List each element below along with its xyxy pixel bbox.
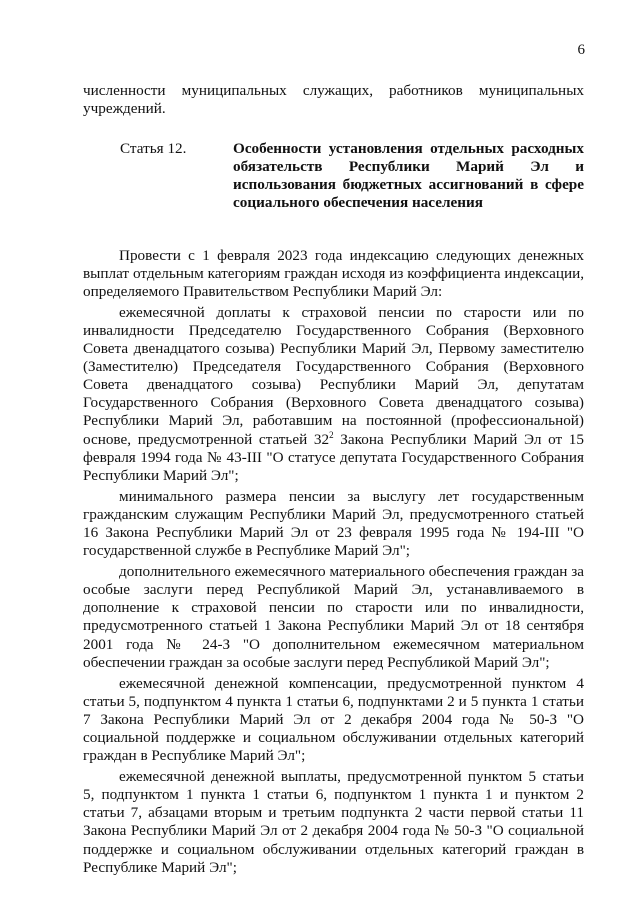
- paragraph-4: ежемесячной денежной компенсации, предусмотренной пунктом 4 статьи 5, подпунктом 4 пункта 1 статьи 6, подпунктами 2 и 5 пункта 1 статьи 7 Закона Республики Марий Эл от 2 декабря 2004 года № 50-З "О социальной поддержке и социальном обслуживании отдельных категорий граждан в Республике Марий Эл";: [83, 674, 584, 765]
- paragraph-1-text-end: Закона Республики Марий Эл от 15 февраля 1994 года № 43-III "О статусе депутата Государственного Собрания Республики Марий Эл";: [83, 430, 584, 484]
- paragraph-2: минимального размера пенсии за выслугу лет государственным гражданским служащим Республики Марий Эл, предусмотренного статьей 16 Закона Республики Марий Эл от 23 февраля 1995 года № 194-III "О государственной службе в Республике Марий Эл";: [83, 487, 584, 560]
- document-body: [83, 82, 584, 877]
- paragraph-3: дополнительного ежемесячного материального обеспечения граждан за особые заслуги перед Республикой Марий Эл, устанавливаемого в дополнение к страховой пенсии по старости или по инвалидности, предусмотренного статьей 1 Закона Республики Марий Эл от 18 сентября 2001 года № 24-З "О дополнительном ежемесячном материальном обеспечении граждан за особые заслуги перед Республикой Марий Эл";: [83, 563, 584, 671]
- article-heading: [83, 140, 584, 212]
- intro-paragraph: Провести с 1 февраля 2023 года индексацию следующих денежных выплат отдельным категориям граждан исходя из коэффициента индексации, определяемого Правительством Республики Марий Эл:: [83, 246, 584, 300]
- article-label: Статья 12.: [120, 140, 187, 158]
- article-title: Особенности установления отдельных расходных обязательств Республики Марий Эл и использования бюджетных ассигнований в сфере социального обеспечения населения: [233, 140, 584, 212]
- continuation-paragraph: численности муниципальных служащих, работников муниципальных учреждений.: [83, 82, 584, 118]
- paragraph-1: [83, 304, 584, 485]
- paragraph-1-text: ежемесячной доплаты к страховой пенсии по старости или по инвалидности Председателю Государственного Собрания (Верховного Совета двенадцатого созыва) Республики Марий Эл, Первому заместителю (Заместителю) Председателя Государственного Собрания (Верховного Совета двенадцатого созыва) Республики Марий Эл, депутатам Государственного Собрания (Верховного Совета двенадцатого созыва) Республики Марий Эл, работавшим на постоянной (профессиональной) основе, предусмотренной статьей 32: [83, 303, 584, 448]
- superscript: 2: [329, 429, 334, 440]
- paragraph-5: ежемесячной денежной выплаты, предусмотренной пунктом 5 статьи 5, подпунктом 1 пункта 1 статьи 6, подпунктом 1 пункта 1 и пунктом 2 статьи 7, абзацами вторым и третьим подпункта 2 части первой статьи 11 Закона Республики Марий Эл от 2 декабря 2004 года № 50-З "О социальной поддержке и социальном обслуживании отдельных категорий граждан в Республике Марий Эл";: [83, 768, 584, 876]
- page-number: 6: [577, 42, 585, 58]
